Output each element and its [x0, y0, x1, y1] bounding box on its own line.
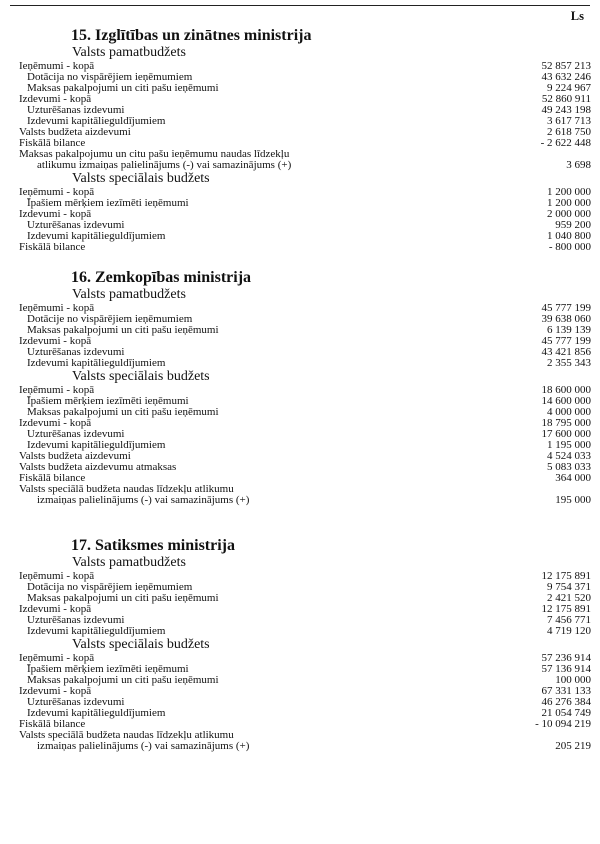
row-label: Izdevumi kapitālieguldījumiem: [27, 230, 166, 242]
table-row: [19, 198, 591, 209]
row-label-line: izmaiņas palielinājums (-) vai samazinājums (+): [37, 740, 250, 752]
row-label: Uzturēšanas izdevumi: [27, 219, 125, 231]
section-title: 15. Izglītības un zinātnes ministrija: [71, 27, 312, 44]
row-value: 52 860 911: [541, 93, 591, 105]
row-value: - 800 000: [548, 241, 591, 253]
ministry-section-15: [19, 26, 591, 253]
row-label: Izdevumi kapitālieguldījumiem: [27, 625, 166, 637]
row-label: Uzturēšanas izdevumi: [27, 614, 125, 626]
row-value: 1 040 800: [547, 230, 591, 242]
row-label: Ieņēmumi - kopā: [19, 652, 95, 664]
row-value: 4 000 000: [547, 406, 591, 418]
row-label: Uzturēšanas izdevumi: [27, 346, 125, 358]
row-value: 21 054 749: [541, 707, 591, 719]
row-label: Fiskālā bilance: [19, 472, 86, 484]
row-value: 18 600 000: [541, 384, 591, 396]
row-label: Maksas pakalpojumi un citi pašu ieņēmumi: [27, 592, 219, 604]
row-value: 100 000: [555, 674, 591, 686]
row-value: 2 355 343: [547, 357, 591, 369]
row-value: 17 600 000: [541, 428, 591, 440]
row-label: Fiskālā bilance: [19, 718, 86, 730]
row-value: 205 219: [555, 740, 591, 752]
row-value: 3 617 713: [547, 115, 591, 127]
row-value: 43 632 246: [541, 71, 591, 83]
row-value: 39 638 060: [541, 313, 591, 325]
row-value: 7 456 771: [547, 614, 591, 626]
row-label-line: atlikumu izmaiņas palielinājums (-) vai samazinājums (+): [37, 159, 292, 171]
row-label: Izdevumi kapitālieguldījumiem: [27, 115, 166, 127]
row-value: - 10 094 219: [535, 718, 591, 730]
row-value: 43 421 856: [541, 346, 591, 358]
row-value: 1 200 000: [547, 197, 591, 209]
row-value: 18 795 000: [541, 417, 591, 429]
row-label: Maksas pakalpojumi un citi pašu ieņēmumi: [27, 674, 219, 686]
row-value: 1 200 000: [547, 186, 591, 198]
row-value: 9 224 967: [547, 82, 591, 94]
table-row: [19, 127, 591, 138]
row-label: Maksas pakalpojumi un citi pašu ieņēmumi: [27, 406, 219, 418]
table-row: [19, 325, 591, 336]
row-value: 3 698: [566, 159, 591, 171]
row-value: 12 175 891: [541, 570, 591, 582]
row-label: Izdevumi - kopā: [19, 603, 92, 615]
row-label: Izdevumi - kopā: [19, 93, 92, 105]
row-label: Dotācija no vispārējiem ieņēmumiem: [27, 71, 193, 83]
row-value: 45 777 199: [541, 302, 591, 314]
row-label: Īpašiem mērķiem iezīmēti ieņēmumi: [27, 663, 189, 675]
row-value: 1 195 000: [547, 439, 591, 451]
row-label: Dotācija no vispārējiem ieņēmumiem: [27, 581, 193, 593]
table-row: [19, 462, 591, 473]
row-label: Uzturēšanas izdevumi: [27, 696, 125, 708]
table-row: [19, 358, 591, 369]
ministry-section-17: [19, 536, 591, 752]
block-subtitle: Valsts speciālais budžets: [72, 369, 210, 384]
row-label: [19, 149, 291, 171]
row-label: Uzturēšanas izdevumi: [27, 104, 125, 116]
table-row: [19, 484, 591, 506]
block-subtitle: Valsts speciālais budžets: [72, 637, 210, 652]
section-title: 17. Satiksmes ministrija: [71, 537, 235, 554]
table-row: [19, 626, 591, 637]
row-label-line: Valsts speciālā budžeta naudas līdzekļu atlikumu: [19, 483, 234, 495]
row-value: 6 139 139: [547, 324, 591, 336]
row-label: [19, 484, 249, 506]
table-row: [19, 407, 591, 418]
row-label: Ieņēmumi - kopā: [19, 384, 95, 396]
row-value: 195 000: [555, 494, 591, 506]
row-label: Izdevumi kapitālieguldījumiem: [27, 439, 166, 451]
table-row: [19, 593, 591, 604]
row-label: Uzturēšanas izdevumi: [27, 428, 125, 440]
row-label-line: Maksas pakalpojumu un citu pašu ieņēmumu naudas līdzekļu: [19, 148, 290, 160]
row-label: Ieņēmumi - kopā: [19, 60, 95, 72]
row-value: 52 857 213: [541, 60, 591, 72]
row-value: 45 777 199: [541, 335, 591, 347]
row-value: 14 600 000: [541, 395, 591, 407]
row-label: Izdevumi kapitālieguldījumiem: [27, 707, 166, 719]
row-label: Izdevumi - kopā: [19, 335, 92, 347]
row-label: Īpašiem mērķiem iezīmēti ieņēmumi: [27, 197, 189, 209]
row-label: Maksas pakalpojumi un citi pašu ieņēmumi: [27, 324, 219, 336]
row-value: 57 136 914: [541, 663, 591, 675]
row-value: 2 618 750: [547, 126, 591, 138]
row-value: 2 000 000: [547, 208, 591, 220]
row-label: Ieņēmumi - kopā: [19, 302, 95, 314]
block-subtitle: Valsts pamatbudžets: [72, 45, 186, 60]
row-value: 5 083 033: [547, 461, 591, 473]
row-label: [19, 730, 249, 752]
block-subtitle: Valsts pamatbudžets: [72, 555, 186, 570]
table-row: [19, 708, 591, 719]
row-label: Valsts budžeta aizdevumi: [19, 450, 131, 462]
row-label: Valsts budžeta aizdevumu atmaksas: [19, 461, 177, 473]
row-label: Maksas pakalpojumi un citi pašu ieņēmumi: [27, 82, 219, 94]
row-value: 12 175 891: [541, 603, 591, 615]
row-value: 57 236 914: [541, 652, 591, 664]
row-value: - 2 622 448: [540, 137, 591, 149]
row-label: Ieņēmumi - kopā: [19, 570, 95, 582]
document-content: [19, 26, 591, 752]
row-label: Valsts budžeta aizdevumi: [19, 126, 131, 138]
section-title: 16. Zemkopības ministrija: [71, 269, 252, 286]
table-row: [19, 83, 591, 94]
row-label: Izdevumi kapitālieguldījumiem: [27, 357, 166, 369]
row-value: 4 719 120: [547, 625, 591, 637]
table-row: [19, 730, 591, 752]
row-value: 67 331 133: [541, 685, 591, 697]
row-label: Īpašiem mērķiem iezīmēti ieņēmumi: [27, 395, 189, 407]
row-label: Fiskālā bilance: [19, 241, 86, 253]
row-value: 49 243 198: [541, 104, 591, 116]
table-row: [19, 675, 591, 686]
row-value: 364 000: [555, 472, 591, 484]
row-label-line: Valsts speciālā budžeta naudas līdzekļu atlikumu: [19, 729, 234, 741]
block-subtitle: Valsts speciālais budžets: [72, 171, 210, 186]
row-value: 959 200: [555, 219, 591, 231]
row-label: Ieņēmumi - kopā: [19, 186, 95, 198]
row-label: Fiskālā bilance: [19, 137, 86, 149]
row-label: Izdevumi - kopā: [19, 685, 92, 697]
row-value: 46 276 384: [541, 696, 591, 708]
table-row: [19, 149, 591, 171]
row-label-line: izmaiņas palielinājums (-) vai samazinājums (+): [37, 494, 250, 506]
row-label: Izdevumi - kopā: [19, 208, 92, 220]
table-row: [19, 231, 591, 242]
currency-label: Ls: [570, 9, 584, 23]
row-label: Dotācije no vispārējiem ieņēmumiem: [27, 313, 193, 325]
table-row: [19, 242, 591, 253]
ministry-section-16: [19, 268, 591, 506]
header-rule: [10, 5, 590, 6]
row-value: 9 754 371: [547, 581, 591, 593]
row-value: 2 421 520: [547, 592, 591, 604]
row-value: 4 524 033: [547, 450, 591, 462]
row-label: Izdevumi - kopā: [19, 417, 92, 429]
block-subtitle: Valsts pamatbudžets: [72, 287, 186, 302]
